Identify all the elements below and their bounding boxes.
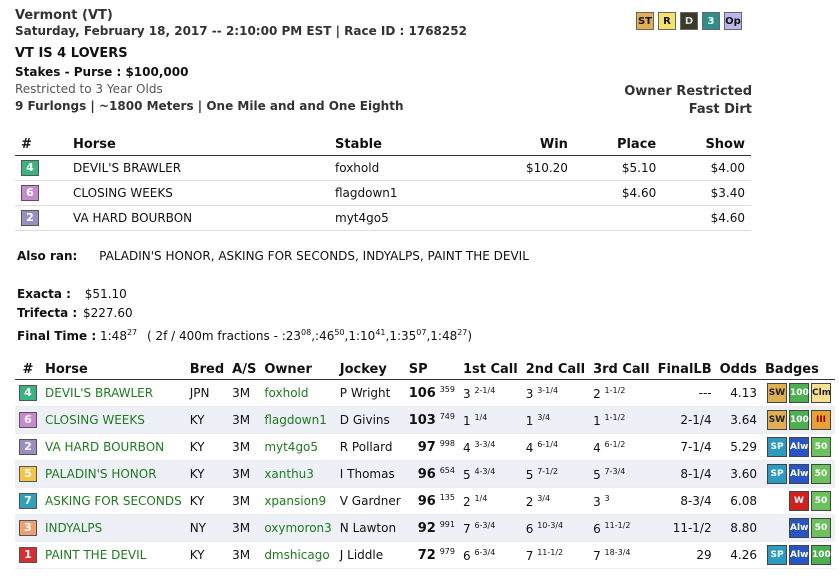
results-table bbox=[15, 133, 751, 231]
first-call-position: 1 bbox=[462, 413, 471, 428]
second-call-margin: 3/4 bbox=[537, 493, 551, 503]
first-call-position: 6 bbox=[462, 548, 471, 563]
col-age-sex: A/S bbox=[228, 359, 260, 380]
fraction-5-sup: 27 bbox=[457, 328, 468, 337]
surface: Fast Dirt bbox=[688, 102, 752, 117]
horse-name: CLOSING WEEKS bbox=[67, 181, 329, 206]
speed-figure bbox=[405, 380, 459, 407]
speed-figure-value: 97 bbox=[417, 440, 436, 455]
bred: KY bbox=[186, 488, 228, 515]
third-call bbox=[589, 380, 654, 407]
fractions-prefix: ( 2f / 400m fractions - :23 bbox=[146, 329, 302, 343]
second-call bbox=[522, 488, 589, 515]
first-call-margin: 1/4 bbox=[474, 412, 488, 422]
age-sex: 3M bbox=[228, 461, 260, 488]
second-call-position: 1 bbox=[525, 413, 534, 428]
horse-link[interactable]: PALADIN'S HONOR bbox=[41, 461, 186, 488]
jockey: V Gardner bbox=[336, 488, 405, 515]
first-call-margin: 1/4 bbox=[474, 493, 488, 503]
program-number: 2 bbox=[19, 439, 37, 455]
fraction-5: ,1:48 bbox=[426, 329, 458, 343]
first-call bbox=[459, 407, 522, 434]
race-badge: Op bbox=[724, 12, 742, 30]
owner-link[interactable]: myt4go5 bbox=[260, 434, 335, 461]
program-number: 3 bbox=[19, 520, 37, 536]
program-number: 6 bbox=[19, 412, 37, 428]
horse-link[interactable]: DEVIL'S BRAWLER bbox=[41, 380, 186, 407]
chart-row bbox=[15, 515, 835, 542]
horse-badge: SP bbox=[767, 437, 787, 457]
age-sex: 3M bbox=[228, 542, 260, 569]
first-call-margin: 6-3/4 bbox=[474, 520, 496, 530]
second-call bbox=[522, 515, 589, 542]
horse-link[interactable]: CLOSING WEEKS bbox=[41, 407, 186, 434]
badges-cell bbox=[761, 461, 835, 488]
final-lengths: 29 bbox=[654, 542, 716, 569]
owner-link[interactable]: foxhold bbox=[260, 380, 335, 407]
race-badge: 3 bbox=[702, 12, 720, 30]
second-call-margin: 7-1/2 bbox=[537, 466, 559, 476]
jockey: N Lawton bbox=[336, 515, 405, 542]
also-ran-label: Also ran: bbox=[17, 249, 78, 263]
horse-badge: 100 bbox=[789, 383, 809, 403]
program-number: 4 bbox=[21, 160, 39, 176]
bred: NY bbox=[186, 515, 228, 542]
race-chart-table bbox=[15, 359, 835, 569]
horse-badge: 50 bbox=[811, 491, 831, 511]
program-number-cell bbox=[15, 407, 41, 434]
bred: KY bbox=[186, 542, 228, 569]
third-call-position: 5 bbox=[593, 467, 601, 482]
results-header-row bbox=[15, 133, 751, 156]
speed-figure bbox=[405, 488, 459, 515]
race-header bbox=[15, 8, 467, 113]
third-call-position: 2 bbox=[593, 386, 601, 401]
horse-badge: 100 bbox=[789, 410, 809, 430]
race-date-line: Saturday, February 18, 2017 -- 2:10:00 PM EST | Race ID : 1768252 bbox=[15, 24, 467, 38]
horse-link[interactable]: PAINT THE DEVIL bbox=[41, 542, 186, 569]
badges-cell bbox=[761, 407, 835, 434]
col-place: Place bbox=[574, 133, 662, 156]
horse-link[interactable]: VA HARD BOURBON bbox=[41, 434, 186, 461]
also-ran bbox=[17, 249, 529, 263]
program-number: 1 bbox=[19, 547, 37, 563]
speed-figure bbox=[405, 461, 459, 488]
first-call-margin: 3-3/4 bbox=[474, 439, 496, 449]
col-odds: Odds bbox=[716, 359, 761, 380]
horse-badge: III bbox=[811, 410, 831, 430]
place-payout: $5.10 bbox=[574, 156, 662, 181]
race-badge: D bbox=[680, 12, 698, 30]
fraction-3: ,1:10 bbox=[344, 329, 376, 343]
third-call bbox=[589, 542, 654, 569]
speed-figure-decimal: 359 bbox=[439, 385, 455, 394]
program-number: 7 bbox=[19, 493, 37, 509]
jockey: J Liddle bbox=[336, 542, 405, 569]
horse-badge: Alw bbox=[789, 518, 809, 538]
first-call bbox=[459, 434, 522, 461]
col-final-lb: FinalLB bbox=[654, 359, 716, 380]
third-call-position: 4 bbox=[593, 440, 601, 455]
program-number-cell bbox=[15, 542, 41, 569]
program-number-cell bbox=[15, 156, 67, 181]
speed-figure-decimal: 749 bbox=[439, 412, 455, 421]
final-lengths: 11-1/2 bbox=[654, 515, 716, 542]
win-payout bbox=[481, 206, 574, 231]
third-call-position: 3 bbox=[593, 494, 601, 509]
trifecta-label: Trifecta : bbox=[17, 306, 78, 320]
third-call bbox=[589, 434, 654, 461]
age-sex: 3M bbox=[228, 434, 260, 461]
first-call bbox=[459, 380, 522, 407]
third-call bbox=[589, 488, 654, 515]
final-lengths: 2-1/4 bbox=[654, 407, 716, 434]
race-badge: R bbox=[658, 12, 676, 30]
fraction-1-sup: 08 bbox=[301, 328, 312, 337]
third-call bbox=[589, 407, 654, 434]
horse-badge: 50 bbox=[811, 437, 831, 457]
third-call-position: 6 bbox=[593, 521, 601, 536]
chart-header-row bbox=[15, 359, 835, 380]
third-call-margin: 11-1/2 bbox=[604, 520, 631, 530]
speed-figure bbox=[405, 434, 459, 461]
col-2nd-call: 2nd Call bbox=[522, 359, 589, 380]
second-call-margin: 3/4 bbox=[537, 412, 551, 422]
second-call-margin: 3-1/4 bbox=[537, 385, 559, 395]
exacta-value: $51.10 bbox=[84, 287, 127, 301]
second-call-position: 3 bbox=[525, 386, 534, 401]
second-call bbox=[522, 461, 589, 488]
third-call-margin: 7-3/4 bbox=[604, 466, 626, 476]
second-call-margin: 10-3/4 bbox=[537, 520, 564, 530]
col-horse: Horse bbox=[67, 133, 329, 156]
fraction-2: ,:46 bbox=[311, 329, 335, 343]
fraction-4: ,1:35 bbox=[385, 329, 417, 343]
age-sex: 3M bbox=[228, 515, 260, 542]
horse-badge: SW bbox=[767, 410, 787, 430]
second-call-position: 2 bbox=[525, 494, 534, 509]
horse-name: DEVIL'S BRAWLER bbox=[67, 156, 329, 181]
horse-badge: SP bbox=[767, 545, 787, 565]
win-payout bbox=[481, 181, 574, 206]
restriction: Restricted to 3 Year Olds bbox=[15, 82, 163, 96]
odds: 4.13 bbox=[716, 380, 761, 407]
final-lengths: 8-3/4 bbox=[654, 488, 716, 515]
horse-link[interactable]: INDYALPS bbox=[41, 515, 186, 542]
stakes-purse: Stakes - Purse : $100,000 bbox=[15, 65, 189, 79]
program-number: 4 bbox=[19, 385, 37, 401]
badges-cell bbox=[761, 515, 835, 542]
trifecta bbox=[17, 306, 133, 320]
col-number: # bbox=[15, 133, 67, 156]
col-3rd-call: 3rd Call bbox=[589, 359, 654, 380]
age-sex: 3M bbox=[228, 407, 260, 434]
speed-figure-value: 92 bbox=[417, 521, 436, 536]
results-row bbox=[15, 181, 751, 206]
second-call-position: 7 bbox=[525, 548, 534, 563]
program-number: 6 bbox=[21, 185, 39, 201]
horse-badge: SP bbox=[767, 464, 787, 484]
stable-name: flagdown1 bbox=[329, 181, 481, 206]
second-call-margin: 11-1/2 bbox=[537, 547, 564, 557]
final-time-label: Final Time : bbox=[17, 329, 97, 343]
col-show: Show bbox=[662, 133, 751, 156]
odds: 3.60 bbox=[716, 461, 761, 488]
jockey: P Wright bbox=[336, 380, 405, 407]
first-call-margin: 4-3/4 bbox=[474, 466, 496, 476]
col-horse: Horse bbox=[41, 359, 186, 380]
fraction-2-sup: 50 bbox=[334, 328, 345, 337]
owner-restricted: Owner Restricted bbox=[624, 84, 752, 99]
first-call-position: 7 bbox=[462, 521, 471, 536]
final-lengths: 7-1/4 bbox=[654, 434, 716, 461]
col-stable: Stable bbox=[329, 133, 481, 156]
jockey: R Pollard bbox=[336, 434, 405, 461]
chart-row bbox=[15, 542, 835, 569]
exacta bbox=[17, 287, 127, 301]
race-badges bbox=[636, 12, 742, 30]
final-time-value: 1:48 bbox=[100, 329, 127, 343]
race-name: VT IS 4 LOVERS bbox=[15, 46, 128, 61]
show-payout: $4.00 bbox=[662, 156, 751, 181]
third-call-position: 1 bbox=[593, 413, 601, 428]
exacta-label: Exacta : bbox=[17, 287, 71, 301]
badges-cell bbox=[761, 434, 835, 461]
horse-badge: Alw bbox=[789, 545, 809, 565]
horse-badge: 50 bbox=[811, 464, 831, 484]
speed-figure-decimal: 979 bbox=[439, 547, 455, 556]
program-number-cell bbox=[15, 181, 67, 206]
fraction-4-sup: 07 bbox=[416, 328, 427, 337]
program-number-cell bbox=[15, 461, 41, 488]
chart-row bbox=[15, 488, 835, 515]
results-row bbox=[15, 156, 751, 181]
badges-cell bbox=[761, 380, 835, 407]
odds: 3.64 bbox=[716, 407, 761, 434]
second-call-margin: 6-1/4 bbox=[537, 439, 559, 449]
odds: 8.80 bbox=[716, 515, 761, 542]
bred: KY bbox=[186, 407, 228, 434]
first-call-margin: 6-3/4 bbox=[474, 547, 496, 557]
speed-figure-decimal: 135 bbox=[439, 493, 455, 502]
distance: 9 Furlongs | ~1800 Meters | One Mile and and One Eighth bbox=[15, 99, 404, 113]
first-call-position: 5 bbox=[462, 467, 471, 482]
col-bred: Bred bbox=[186, 359, 228, 380]
second-call bbox=[522, 542, 589, 569]
horse-badge: W bbox=[789, 491, 809, 511]
owner-link[interactable]: flagdown1 bbox=[260, 407, 335, 434]
col-badges: Badges bbox=[761, 359, 835, 380]
speed-figure-value: 72 bbox=[417, 548, 436, 563]
stable-name: foxhold bbox=[329, 156, 481, 181]
fraction-3-sup: 41 bbox=[375, 328, 386, 337]
show-payout: $4.60 bbox=[662, 206, 751, 231]
horse-name: VA HARD BOURBON bbox=[67, 206, 329, 231]
first-call-position: 4 bbox=[462, 440, 471, 455]
third-call-margin: 6-1/2 bbox=[604, 439, 626, 449]
program-number: 5 bbox=[19, 466, 37, 482]
col-number: # bbox=[15, 359, 41, 380]
age-sex: 3M bbox=[228, 488, 260, 515]
second-call bbox=[522, 434, 589, 461]
second-call bbox=[522, 380, 589, 407]
speed-figure-value: 96 bbox=[417, 467, 436, 482]
col-owner: Owner bbox=[260, 359, 335, 380]
final-lengths: 8-1/4 bbox=[654, 461, 716, 488]
race-badge: ST bbox=[636, 12, 654, 30]
chart-row bbox=[15, 461, 835, 488]
program-number-cell bbox=[15, 380, 41, 407]
jockey: D Givins bbox=[336, 407, 405, 434]
chart-row bbox=[15, 407, 835, 434]
first-call-position: 3 bbox=[462, 386, 471, 401]
second-call-position: 4 bbox=[525, 440, 534, 455]
first-call-position: 2 bbox=[462, 494, 471, 509]
third-call-position: 7 bbox=[593, 548, 601, 563]
chart-row bbox=[15, 380, 835, 407]
first-call bbox=[459, 515, 522, 542]
second-call bbox=[522, 407, 589, 434]
win-payout: $10.20 bbox=[481, 156, 574, 181]
speed-figure-value: 106 bbox=[408, 386, 436, 401]
third-call-margin: 18-3/4 bbox=[604, 547, 631, 557]
program-number-cell bbox=[15, 206, 67, 231]
program-number-cell bbox=[15, 488, 41, 515]
horse-badge: Alw bbox=[789, 464, 809, 484]
speed-figure bbox=[405, 407, 459, 434]
third-call bbox=[589, 515, 654, 542]
program-number-cell bbox=[15, 434, 41, 461]
first-call bbox=[459, 488, 522, 515]
final-lengths: --- bbox=[654, 380, 716, 407]
speed-figure-value: 103 bbox=[408, 413, 436, 428]
badges-cell bbox=[761, 542, 835, 569]
place-payout: $4.60 bbox=[574, 181, 662, 206]
horse-link[interactable]: ASKING FOR SECONDS bbox=[41, 488, 186, 515]
odds: 5.29 bbox=[716, 434, 761, 461]
horse-badge: Alw bbox=[789, 437, 809, 457]
owner-link[interactable]: oxymoron3 bbox=[260, 515, 335, 542]
third-call-margin: 3 bbox=[604, 493, 610, 503]
third-call-margin: 1-1/2 bbox=[604, 412, 626, 422]
speed-figure-decimal: 991 bbox=[439, 520, 455, 529]
horse-badge: 100 bbox=[811, 545, 831, 565]
third-call-margin: 1-1/2 bbox=[604, 385, 626, 395]
chart-row bbox=[15, 434, 835, 461]
speed-figure bbox=[405, 515, 459, 542]
second-call-position: 5 bbox=[525, 467, 534, 482]
first-call bbox=[459, 461, 522, 488]
jockey: I Thomas bbox=[336, 461, 405, 488]
bred: KY bbox=[186, 461, 228, 488]
track-name: Vermont (VT) bbox=[15, 8, 113, 23]
fractions-suffix: ) bbox=[467, 329, 473, 343]
results-row bbox=[15, 206, 751, 231]
owner-link[interactable]: xanthu3 bbox=[260, 461, 335, 488]
col-1st-call: 1st Call bbox=[459, 359, 522, 380]
stable-name: myt4go5 bbox=[329, 206, 481, 231]
show-payout: $3.40 bbox=[662, 181, 751, 206]
badges-cell bbox=[761, 488, 835, 515]
first-call bbox=[459, 542, 522, 569]
first-call-margin: 2-1/4 bbox=[474, 385, 496, 395]
third-call bbox=[589, 461, 654, 488]
speed-figure bbox=[405, 542, 459, 569]
speed-figure-decimal: 654 bbox=[439, 466, 455, 475]
speed-figure-decimal: 998 bbox=[439, 439, 455, 448]
trifecta-value: $227.60 bbox=[83, 306, 133, 320]
horse-badge: Clm bbox=[811, 383, 831, 403]
bred: JPN bbox=[186, 380, 228, 407]
program-number: 2 bbox=[21, 210, 39, 226]
final-time-sup: 27 bbox=[126, 328, 138, 337]
program-number-cell bbox=[15, 515, 41, 542]
final-time bbox=[17, 328, 472, 343]
col-sp: SP bbox=[405, 359, 459, 380]
second-call-position: 6 bbox=[525, 521, 534, 536]
bred: KY bbox=[186, 434, 228, 461]
horse-badge: SW bbox=[767, 383, 787, 403]
place-payout bbox=[574, 206, 662, 231]
odds: 4.26 bbox=[716, 542, 761, 569]
owner-link[interactable]: xpansion9 bbox=[260, 488, 335, 515]
col-win: Win bbox=[481, 133, 574, 156]
speed-figure-value: 96 bbox=[417, 494, 436, 509]
age-sex: 3M bbox=[228, 380, 260, 407]
horse-badge: 50 bbox=[811, 518, 831, 538]
col-jockey: Jockey bbox=[336, 359, 405, 380]
also-ran-value: PALADIN'S HONOR, ASKING FOR SECONDS, INDYALPS, PAINT THE DEVIL bbox=[99, 249, 529, 263]
owner-link[interactable]: dmshicago bbox=[260, 542, 335, 569]
odds: 6.08 bbox=[716, 488, 761, 515]
